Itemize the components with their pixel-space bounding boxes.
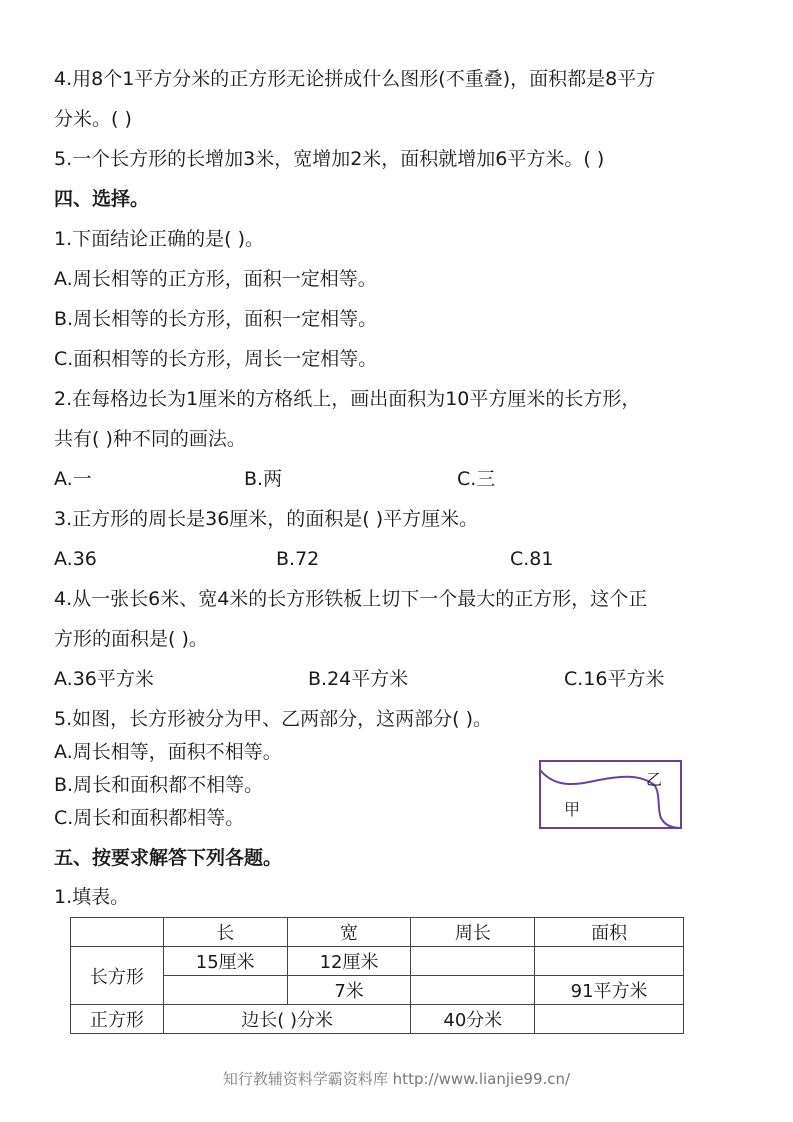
square-perimeter: 40分米 [411,1005,535,1034]
rect1-perimeter [411,947,535,976]
rect1-length: 15厘米 [163,947,287,976]
judge-item-4-line1: 4.用8个1平方分米的正方形无论拼成什么图形(不重叠)，面积都是8平方 [54,68,656,90]
rect1-area [535,947,684,976]
judge-item-4-line2: 分米。( ) [54,108,132,130]
section-4-heading: 四、选择。 [54,188,150,210]
table-row [71,976,684,1005]
fill-in-table [70,917,684,1034]
choice-q4-line1: 4.从一张长6米、宽4米的长方形铁板上切下一个最大的正方形，这个正 [54,588,648,610]
header-area: 面积 [535,918,684,947]
choice-q2-line2: 共有( )种不同的画法。 [54,428,246,450]
table-task-title: 1.填表。 [54,886,130,908]
header-empty [71,918,164,947]
table-header-row [71,918,684,947]
rect2-width: 7米 [287,976,411,1005]
choice-q2-option-c: C.三 [457,468,496,490]
square-row-label: 正方形 [71,1005,164,1034]
choice-q1: 1.下面结论正确的是( )。 [54,228,264,250]
choice-q3-option-c: C.81 [510,548,554,570]
header-length: 长 [163,918,287,947]
square-area [535,1005,684,1034]
choice-q2-option-b: B.两 [244,468,283,490]
table-row [71,947,684,976]
choice-q1-option-a: A.周长相等的正方形，面积一定相等。 [54,268,377,290]
square-side: 边长( )分米 [163,1005,411,1034]
header-width: 宽 [287,918,411,947]
choice-q3: 3.正方形的周长是36厘米，的面积是( )平方厘米。 [54,508,479,530]
header-perimeter: 周长 [411,918,535,947]
footer-watermark: 知行教辅资料学霸资料库 http://www.lianjie99.cn/ [222,1070,571,1088]
choice-q5-option-b: B.周长和面积都不相等。 [54,774,264,796]
choice-q3-option-a: A.36 [54,548,97,570]
rect-row-label: 长方形 [71,947,164,1005]
choice-q4-option-c: C.16平方米 [564,668,665,690]
choice-q5: 5.如图，长方形被分为甲、乙两部分，这两部分( )。 [54,708,492,730]
label-yi: 乙 [646,770,663,789]
judge-item-5: 5.一个长方形的长增加3米，宽增加2米，面积就增加6平方米。( ) [54,148,605,170]
label-jia: 甲 [564,800,581,819]
choice-q3-option-b: B.72 [276,548,320,570]
rect2-perimeter [411,976,535,1005]
choice-q5-option-c: C.周长和面积都相等。 [54,807,245,829]
rect1-width: 12厘米 [287,947,411,976]
rect2-area: 91平方米 [535,976,684,1005]
choice-q1-option-c: C.面积相等的长方形，周长一定相等。 [54,348,378,370]
rect2-length [163,976,287,1005]
choice-q4-option-a: A.36平方米 [54,668,154,690]
section-5-heading: 五、按要求解答下列各题。 [54,847,283,869]
choice-q4-line2: 方形的面积是( )。 [54,628,208,650]
choice-q2-option-a: A.一 [54,468,92,490]
choice-q1-option-b: B.周长相等的长方形，面积一定相等。 [54,308,378,330]
choice-q2-line1: 2.在每格边长为1厘米的方格纸上，画出面积为10平方厘米的长方形， [54,388,641,410]
divided-rectangle-figure [539,760,682,829]
choice-q4-option-b: B.24平方米 [308,668,409,690]
table-row [71,1005,684,1034]
choice-q5-option-a: A.周长相等，面积不相等。 [54,741,282,763]
